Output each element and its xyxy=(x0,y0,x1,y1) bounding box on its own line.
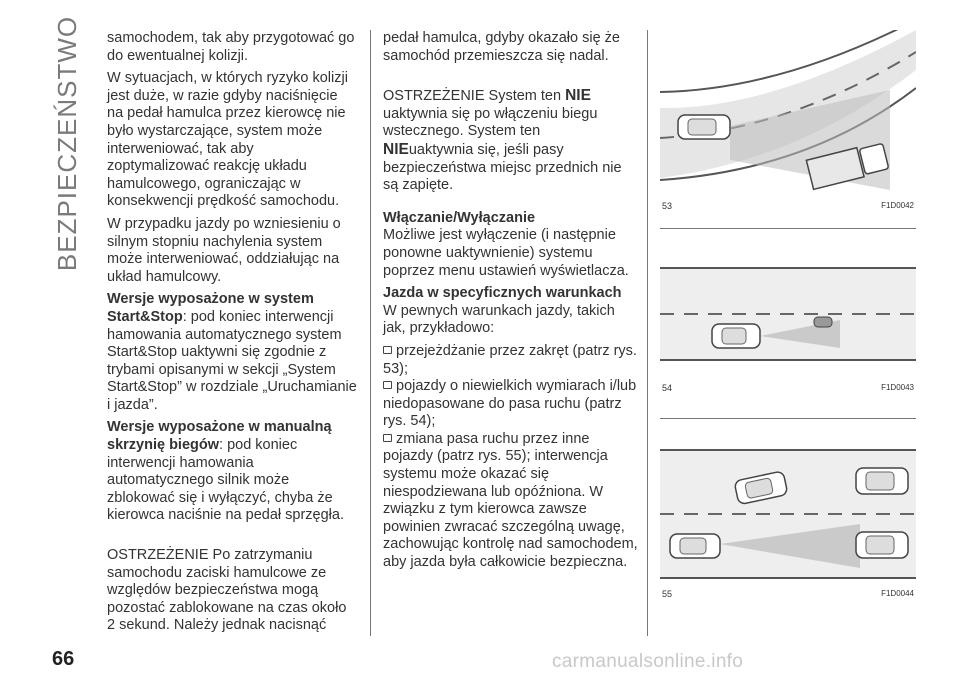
warning-paragraph: OSTRZEŻENIE Po zatrzymaniu samochodu zaciski hamulcowe ze względów bezpieczeństwa mogą pozostać zablokowane na czas około 2 sekund. Należy jednak nacisnąć xyxy=(107,547,347,634)
list-item xyxy=(383,343,638,378)
figure-54 xyxy=(660,236,916,394)
warning-text: uaktywnia się po włączeniu biegu wstecznego. System ten xyxy=(383,105,598,140)
figure-code: F1D0042 xyxy=(881,201,914,210)
warning-text: uaktywnia się, jeśli pasy bezpieczeństwa miejsc przednich nie są zapięte. xyxy=(383,141,622,194)
column-divider xyxy=(647,30,648,636)
lane-change-illustration xyxy=(660,428,916,588)
watermark: carmanualsonline.info xyxy=(552,651,744,672)
heading-startstop: Wersje wyposażone w system Start&Stop xyxy=(107,291,314,325)
figure-55 xyxy=(660,428,916,600)
figure-caption xyxy=(660,200,916,212)
bullet-icon xyxy=(383,346,392,354)
text-column-left xyxy=(107,30,357,640)
figure-caption xyxy=(660,588,916,600)
emphasis-nie: NIE xyxy=(383,140,409,158)
motorcycle-illustration xyxy=(660,236,916,382)
curve-illustration xyxy=(660,30,916,200)
section-title: BEZPIECZEŃSTWO xyxy=(52,15,83,271)
bullet-icon xyxy=(383,381,392,389)
figure-code: F1D0044 xyxy=(881,589,914,598)
text-column-right xyxy=(383,30,638,572)
paragraph-text: : pod koniec interwencji hamowania automatycznego silnik może zblokować się i wyłączyć, chyba że kierowca naciśnie na pedał sprzęgła. xyxy=(107,437,344,524)
paragraph: Możliwe jest wyłączenie (i następnie ponowne uaktywnienie) systemu poprzez menu ustawień wyświetlacza. xyxy=(383,227,629,279)
section-tab xyxy=(50,15,86,271)
paragraph: W pewnych warunkach jazdy, takich jak, przykładowo: xyxy=(383,302,615,337)
paragraph-manual xyxy=(107,419,357,525)
list-item-text: pojazdy o niewielkich wymiarach i/lub niedopasowane do pasa ruchu (patrz rys. 54); xyxy=(383,378,637,430)
own-car-icon xyxy=(678,115,730,139)
motorcycle-icon xyxy=(814,317,832,327)
bullet-icon xyxy=(383,434,392,442)
list-item-text: zmiana pasa ruchu przez inne pojazdy (patrz rys. 55); interwencja systemu może okazać się niespodziewana lub opóźniona. W związku z tym kierowca zawsze powinien zwracać szczególną uwagę, zachowując kontrolę nad samochodem, aby jazda była całkowicie bezpieczna. xyxy=(383,430,638,571)
figure-number: 55 xyxy=(662,589,673,599)
figure-caption xyxy=(660,382,916,394)
figure-divider xyxy=(660,228,916,229)
paragraph: W sytuacjach, w których ryzyko kolizji jest duże, w razie gdyby naciśnięcie na pedał hamulca przez kierowcę nie było wystarczające, system może interweniować, tak aby zoptymalizować reakcję układu hamulcowego, ograniczając w konsekwencji prędkość samochodu. xyxy=(107,70,348,210)
figure-number: 54 xyxy=(662,383,673,393)
figure-code: F1D0043 xyxy=(881,383,914,392)
list-item-text: przejeżdżanie przez zakręt (patrz rys. 53); xyxy=(383,342,637,377)
heading-on-off: Włączanie/Wyłączanie xyxy=(383,209,536,226)
warning-text: OSTRZEŻENIE System ten xyxy=(383,88,562,105)
paragraph-text: : pod koniec interwencji hamowania automatycznego system Start&Stop uaktywni się zgodnie z trybami opisanymi w sekcji „System Start&Stop” w rozdziale „Uruchamianie i jazda”. xyxy=(107,308,357,413)
figure-53 xyxy=(660,30,916,212)
emphasis-nie: NIE xyxy=(565,87,591,105)
car-ahead-icon xyxy=(856,468,908,494)
paragraph: pedał hamulca, gdyby okazało się że samochód przemieszcza się nadal. xyxy=(383,30,620,64)
paragraph: W przypadku jazdy po wzniesieniu o silnym stopniu nachylenia system może interweniować, oddziałując na układ hamulcowy. xyxy=(107,215,341,285)
list-item xyxy=(383,378,638,431)
car-ahead-icon xyxy=(856,532,908,558)
heading-special-conditions: Jazda w specyficznych warunkach xyxy=(383,285,622,302)
column-divider xyxy=(370,30,371,636)
figure-divider xyxy=(660,418,916,419)
paragraph: samochodem, tak aby przygotować go do ewentualnej kolizji. xyxy=(107,30,355,64)
heading-manual: Wersje wyposażone w manualną skrzynię biegów xyxy=(107,419,332,454)
warning-paragraph xyxy=(383,87,638,195)
list-item xyxy=(383,431,638,572)
own-car-icon xyxy=(712,324,760,348)
page-number: 66 xyxy=(52,648,75,670)
own-car-icon xyxy=(670,534,720,558)
paragraph-startstop xyxy=(107,291,357,414)
figure-number: 53 xyxy=(662,201,673,211)
